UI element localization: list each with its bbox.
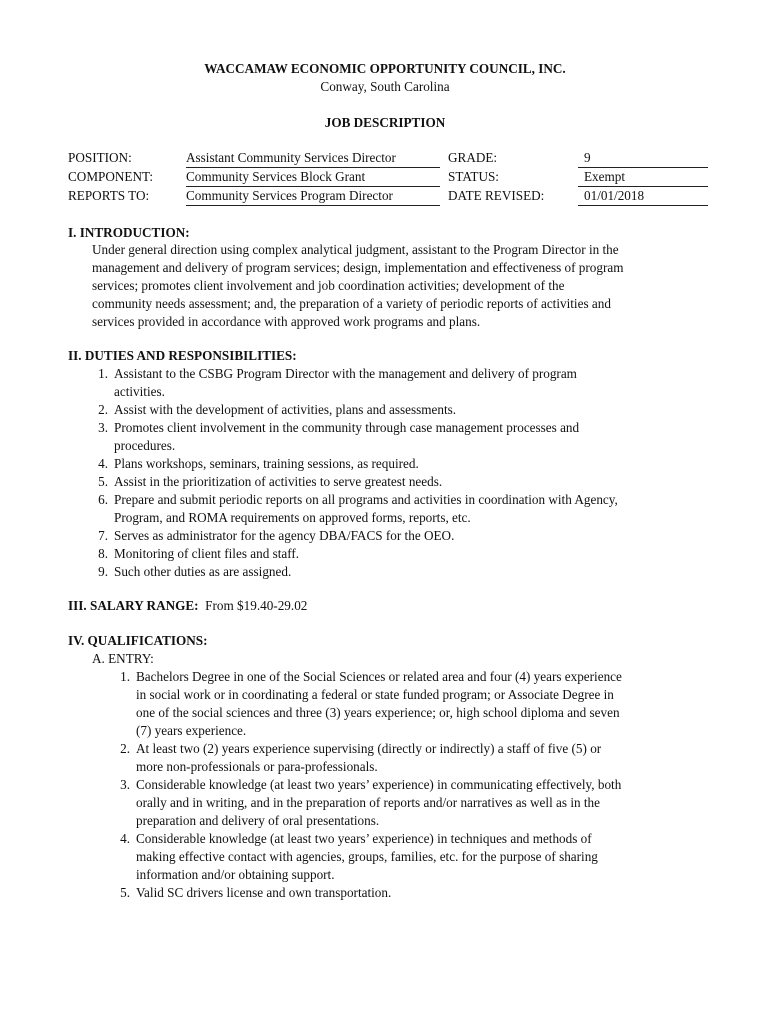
duty-item-text: Promotes client involvement in the community through case management processes and: [114, 420, 580, 435]
qualification-item-number: 4.: [120, 831, 130, 846]
qualification-item-text: more non-professionals or para-professionals.: [136, 759, 378, 774]
status-value: Exempt: [578, 168, 708, 187]
qualification-item-text: in social work or in coordinating a federal or state funded program; or Associate Degree in: [136, 687, 614, 702]
qualification-item-text: preparation and delivery of oral presentations.: [136, 813, 380, 828]
qualification-item: [120, 830, 716, 884]
duty-item-text: Assist with the development of activities, plans and assessments.: [114, 402, 457, 417]
qualification-item-text: orally and in writing, and in the preparation of reports and/or narratives as well as in the: [136, 795, 600, 810]
qualification-item-number: 2.: [120, 741, 130, 756]
component-label: COMPONENT:: [68, 169, 154, 184]
introduction-line: management and delivery of program services; design, implementation and effectiveness of program: [92, 260, 624, 275]
document-title: JOB DESCRIPTION: [324, 115, 446, 130]
duty-item-number: 7.: [98, 528, 108, 543]
duty-item-text: procedures.: [114, 438, 176, 453]
introduction-paragraph: [92, 241, 712, 331]
duty-item: [98, 455, 714, 473]
duty-item: [98, 365, 714, 401]
organization-location: Conway, South Carolina: [320, 79, 450, 94]
qualification-item: [120, 884, 716, 902]
qualifications-heading: IV. QUALIFICATIONS:: [68, 633, 208, 648]
qualification-item-text: Valid SC drivers license and own transportation.: [136, 885, 392, 900]
duties-list: [98, 365, 714, 581]
introduction-line: services provided in accordance with approved work programs and plans.: [92, 314, 481, 329]
duty-item-number: 5.: [98, 474, 108, 489]
status-label: STATUS:: [448, 169, 499, 184]
duties-heading: II. DUTIES AND RESPONSIBILITIES:: [68, 348, 297, 363]
introduction-line: community needs assessment; and, the preparation of a variety of periodic reports of activities and: [92, 296, 611, 311]
duty-item-text: Assist in the prioritization of activities to serve greatest needs.: [114, 474, 443, 489]
introduction-line: services; promotes client involvement and job coordination activities; development of the: [92, 278, 565, 293]
salary-value: From $19.40-29.02: [205, 598, 308, 613]
introduction-line: Under general direction using complex analytical judgment, assistant to the Program Director in the: [92, 242, 619, 257]
qualification-item-number: 1.: [120, 669, 130, 684]
qualification-item-text: Considerable knowledge (at least two years’ experience) in communicating effectively, both: [136, 777, 622, 792]
duty-item: [98, 527, 714, 545]
duty-item-text: Monitoring of client files and staff.: [114, 546, 300, 561]
qualification-item-number: 5.: [120, 885, 130, 900]
qualification-item-text: Considerable knowledge (at least two years’ experience) in techniques and methods of: [136, 831, 592, 846]
qualification-item-number: 3.: [120, 777, 130, 792]
qualification-item-text: (7) years experience.: [136, 723, 247, 738]
qualification-item-text: one of the social sciences and three (3) years experience; or, high school diploma and seven: [136, 705, 620, 720]
duty-item: [98, 473, 714, 491]
qualification-item-text: At least two (2) years experience supervising (directly or indirectly) a staff of five (5) or: [136, 741, 602, 756]
reports-to-value: Community Services Program Director: [186, 187, 440, 206]
entry-subheading: A. ENTRY:: [92, 651, 154, 666]
duty-item-text: Plans workshops, seminars, training sessions, as required.: [114, 456, 419, 471]
duty-item: [98, 419, 714, 455]
duty-item: [98, 563, 714, 581]
duty-item-text: Program, and ROMA requirements on approved forms, reports, etc.: [114, 510, 471, 525]
salary-section: [68, 597, 307, 615]
grade-label: GRADE:: [448, 150, 498, 165]
reports-to-label: REPORTS TO:: [68, 188, 150, 203]
salary-heading: III. SALARY RANGE:: [68, 598, 199, 613]
duty-item-number: 4.: [98, 456, 108, 471]
duty-item: [98, 401, 714, 419]
organization-name: WACCAMAW ECONOMIC OPPORTUNITY COUNCIL, INC.: [204, 61, 566, 76]
qualification-item-text: making effective contact with agencies, groups, families, etc. for the purpose of sharing: [136, 849, 598, 864]
duty-item-text: Such other duties as are assigned.: [114, 564, 292, 579]
duty-item-text: Assistant to the CSBG Program Director with the management and delivery of program: [114, 366, 577, 381]
duty-item-number: 9.: [98, 564, 108, 579]
duty-item-text: activities.: [114, 384, 165, 399]
date-revised-label: DATE REVISED:: [448, 188, 545, 203]
qualification-item: [120, 776, 716, 830]
duty-item-text: Prepare and submit periodic reports on all programs and activities in coordination with Agency,: [114, 492, 618, 507]
duty-item-number: 6.: [98, 492, 108, 507]
position-label: POSITION:: [68, 150, 132, 165]
qualification-item-text: Bachelors Degree in one of the Social Sciences or related area and four (4) years experience: [136, 669, 622, 684]
duty-item-text: Serves as administrator for the agency DBA/FACS for the OEO.: [114, 528, 455, 543]
duty-item-number: 3.: [98, 420, 108, 435]
date-revised-value: 01/01/2018: [578, 187, 708, 206]
position-value: Assistant Community Services Director: [186, 149, 440, 168]
grade-value: 9: [578, 149, 708, 168]
duty-item: [98, 491, 714, 527]
qualification-item-text: information and/or obtaining support.: [136, 867, 335, 882]
qualifications-list: [120, 668, 716, 902]
component-value: Community Services Block Grant: [186, 168, 440, 187]
qualification-item: [120, 740, 716, 776]
duty-item-number: 1.: [98, 366, 108, 381]
duty-item: [98, 545, 714, 563]
duty-item-number: 2.: [98, 402, 108, 417]
qualification-item: [120, 668, 716, 740]
introduction-heading: I. INTRODUCTION:: [68, 225, 190, 240]
duty-item-number: 8.: [98, 546, 108, 561]
